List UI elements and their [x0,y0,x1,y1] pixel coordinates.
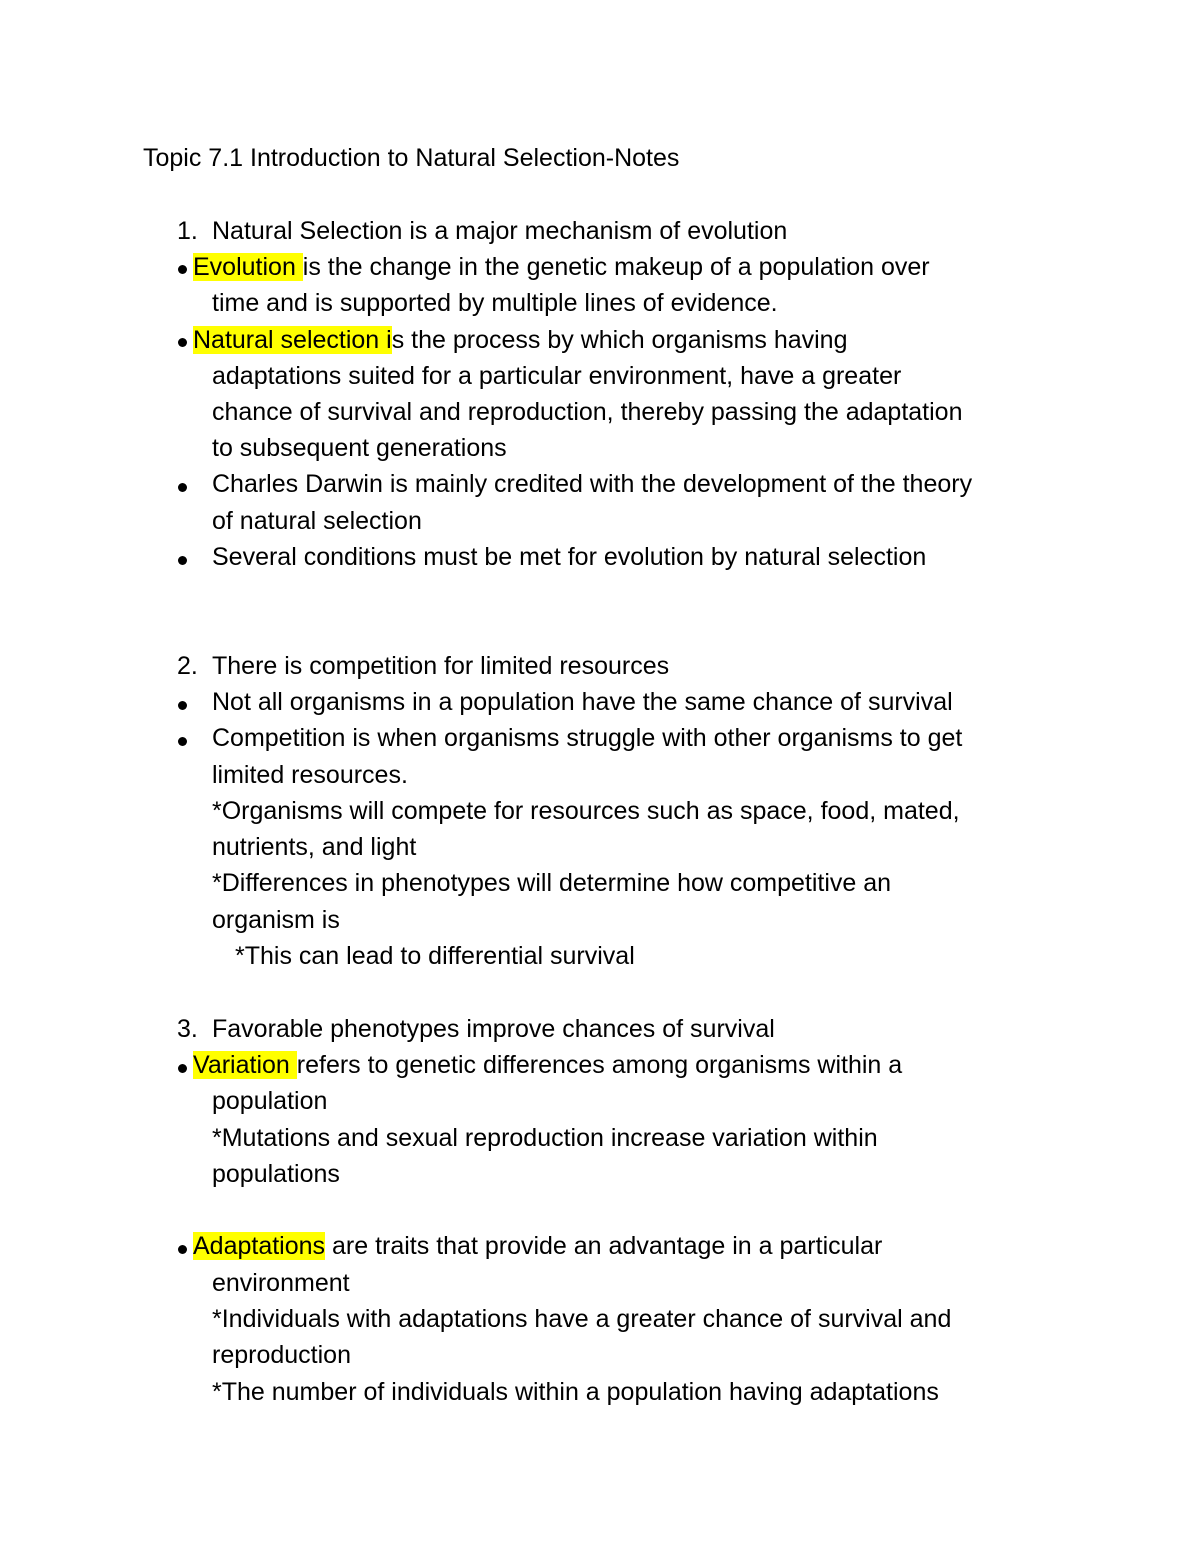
list-item-text: environment [212,1269,350,1297]
bullet-icon [178,701,187,710]
note-text: nutrients, and light [212,833,417,861]
list-item-text: s the process by which organisms having [391,326,848,354]
section-1-number: 1. [177,217,198,245]
highlight-term-adaptations: Adaptations [193,1232,326,1260]
section-2-heading: There is competition for limited resources [212,652,670,680]
bullet-icon [178,737,187,746]
list-item-text: is the change in the genetic makeup of a population over [302,253,930,281]
list-item-text: of natural selection [212,507,422,535]
list-item-text: Several conditions must be met for evolution by natural selection [212,543,927,571]
section-3-number: 3. [177,1015,198,1043]
list-item-text: population [212,1087,328,1115]
note-text: *Organisms will compete for resources such as space, food, mated, [212,797,960,825]
highlight-term-evolution: Evolution [193,253,303,281]
note-text: populations [212,1160,340,1188]
list-item-text: Charles Darwin is mainly credited with the development of the theory [212,470,973,498]
note-text: reproduction [212,1341,351,1369]
note-text: *This can lead to differential survival [235,942,635,970]
list-item-adaptations [193,1231,882,1261]
note-text: *Differences in phenotypes will determine how competitive an [212,869,892,897]
list-item-text: time and is supported by multiple lines of evidence. [212,289,778,317]
page-title: Topic 7.1 Introduction to Natural Selection-Notes [143,144,680,172]
list-item-variation [193,1050,902,1080]
section-3-heading: Favorable phenotypes improve chances of survival [212,1015,775,1043]
list-item-text: to subsequent generations [212,434,507,462]
bullet-icon [178,265,187,274]
list-item-natural-selection [193,325,848,355]
bullet-icon [178,338,187,347]
list-item-text: limited resources. [212,761,408,789]
note-text: *Mutations and sexual reproduction increase variation within [212,1124,878,1152]
list-item-text: chance of survival and reproduction, thereby passing the adaptation [212,398,963,426]
list-item-text: adaptations suited for a particular environment, have a greater [212,362,902,390]
list-item-text: Competition is when organisms struggle with other organisms to get [212,724,963,752]
bullet-icon [178,1245,187,1254]
bullet-icon [178,1064,187,1073]
list-item-text: are traits that provide an advantage in a particular [325,1232,883,1260]
note-text: organism is [212,906,340,934]
list-item-evolution [193,252,930,282]
note-text: *Individuals with adaptations have a greater chance of survival and [212,1305,952,1333]
list-item-text: refers to genetic differences among organisms within a [296,1051,903,1079]
note-text: *The number of individuals within a population having adaptations [212,1378,939,1406]
section-2-number: 2. [177,652,198,680]
bullet-icon [178,556,187,565]
list-item-text: Not all organisms in a population have the same chance of survival [212,688,953,716]
bullet-icon [178,483,187,492]
highlight-term-variation: Variation [193,1051,297,1079]
highlight-term-natural-selection: Natural selection i [193,326,392,354]
section-1-heading: Natural Selection is a major mechanism of evolution [212,217,788,245]
